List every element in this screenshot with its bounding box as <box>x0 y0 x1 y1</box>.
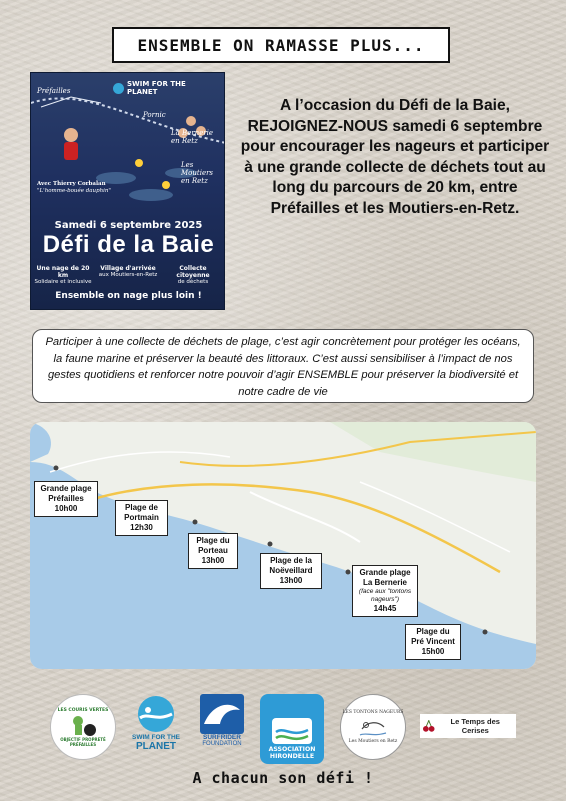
poster-swim-logo <box>113 80 186 96</box>
swimmer-globe-icon <box>134 694 178 734</box>
event-poster <box>30 72 225 310</box>
map-stop-portmain: Plage de Portmain 12h30 <box>115 500 168 536</box>
poster-logo-line2: PLANET <box>127 88 158 96</box>
map-stop-prefailles: Grande plage Préfailles 10h00 <box>34 481 98 517</box>
cherry-icon <box>423 719 435 733</box>
globe-icon <box>113 83 124 94</box>
poster-info-collecte: Collecte citoyenne de déchets <box>176 265 210 285</box>
poster-place-pornic: Pornic <box>143 111 166 119</box>
trash-icon <box>68 713 98 737</box>
logo-tontons-nageurs: LES TONTONS NAGEURS Les Moutiers en Retz <box>340 694 406 760</box>
poster-event-title: Défi de la Baie <box>42 231 215 258</box>
header-title: ENSEMBLE ON RAMASSE PLUS... <box>112 27 450 63</box>
wave-icon <box>200 694 244 734</box>
map-stop-bernerie: Grande plage La Bernerie (face aux "tontons nageurs") 14h45 <box>352 565 418 617</box>
footer-slogan: A chacun son défi ! <box>192 769 374 787</box>
poster-slogan: Ensemble on nage plus loin ! <box>55 291 202 301</box>
map-stop-noeveillard: Plage de la Noëveillard 13h00 <box>260 553 322 589</box>
poster-info-village: Village d'arrivée aux Moutiers-en-Retz <box>98 265 158 278</box>
map-stop-porteau: Plage du Porteau 13h00 <box>188 533 238 569</box>
intro-text: A l’occasion du Défi de la Baie, REJOIGNEZ-NOUS samedi 6 septembre pour encourager les nageurs et participer à une grande collecte de déchets tout au long du parcours de 20 km, entre Préfailles et les Moutiers-en-Retz. <box>240 97 550 217</box>
logo-temps-des-cerises: Le Temps des Cerises <box>420 714 516 738</box>
logo-swim-for-the-planet: SWIM FOR THE PLANET <box>128 694 184 764</box>
poster-place-moutiers: Les Moutiers en Retz <box>181 161 214 185</box>
poster-date: Samedi 6 septembre 2025 <box>54 220 203 231</box>
poster-logo-line1: SWIM FOR THE <box>127 80 186 88</box>
poster-info-distance: Une nage de 20 km Solidaire et inclusive <box>34 265 92 285</box>
poster-swimmer: Avec Thierry Corbalan "L'homme-bouée dauphin" <box>37 181 111 194</box>
logo-hirondelle: ASSOCIATION HIRONDELLE <box>260 694 324 764</box>
logo-coquis-vertes: LES COURIS VERTES OBJECTIF PROPRETÉ PRÉFAILLES <box>50 694 116 760</box>
map-stop-pre-vincent: Plage du Pré Vincent 15h00 <box>405 624 461 660</box>
quote-box: Participer à une collecte de déchets de plage, c’est agir concrètement pour protéger les océans, la faune marine et préserver la beauté des littoraux. C’est aussi sensibiliser à l’impact de nos gestes quotidiens et renforcer notre pouvoir d’agir ENSEMBLE pour préserver la biodiversité et notre cadre de vie <box>32 329 534 403</box>
swimmer-sketch-icon <box>358 715 388 739</box>
logo-surfrider: SURFRIDER FOUNDATION <box>197 694 247 758</box>
bird-wave-icon <box>268 716 316 746</box>
poster-place-bernerie: La Bernerie en Retz <box>171 129 214 145</box>
poster-place-prefailles: Préfailles <box>37 87 71 95</box>
